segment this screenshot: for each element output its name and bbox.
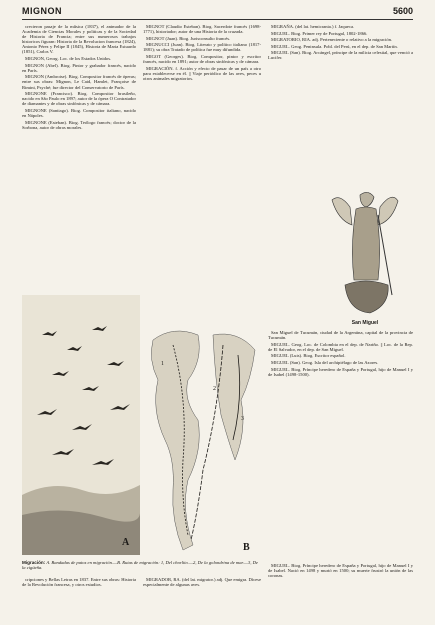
svg-text:A: A: [122, 537, 130, 548]
page-number: 5600: [392, 6, 413, 16]
column-2-bottom: [143, 577, 261, 619]
entry: MIGRACIÓN. f. Acción y efecto de pasar de un país a otro para establecerse en él. || Viaje periódico de las aves, peces u otros animales migratorios.: [143, 65, 261, 81]
saint-caption: San Miguel: [351, 320, 379, 326]
birds-illustration: [22, 295, 140, 555]
entry: San Miguel de Tucumán, ciudad de la Argentina, capital de la provincia de Tucumán.: [268, 330, 413, 341]
entry: MIGUEL. Geog. Loc. de Colombia en el dep. de Nariño. || Loc. de la Rep. de El Salvador, en el dep. de San Miguel.: [268, 341, 413, 352]
entry: MIGNONE (Esteban). Biog. Teólogo francés; doctor de la Sorbona, autor de obras morales.: [22, 119, 136, 130]
migration-map: [143, 320, 261, 557]
column-3-bottom: [268, 563, 413, 619]
entry: MIGRADOR, RA. (del lat. migrator.) adj. Que emigra. Dícese especialmente de algunas aves.: [143, 577, 261, 588]
column-1-bottom: [22, 577, 136, 619]
entry: MIGNUCCI (Juan). Biog. Literato y político italiano (1817-1881); su obra Tratado de política fue muy difundida.: [143, 42, 261, 53]
entry: cripciones y Bellas Letras en 1837. Entre sus obras: Historia de la Revolución francesa, y otros estudios.: [22, 577, 136, 588]
entry: MIGNOT (Juan). Biog. Jurisconsulto francés.: [146, 35, 231, 41]
column-3: [268, 24, 413, 184]
entry: MIGRAÑA. (del lat. hemicrania.) f. Jaqueca.: [271, 24, 355, 29]
entry: MIGUEL. Geog. Peninsula. Pobl. del Perú, en el dep. de San Martín.: [271, 43, 398, 49]
header-rule: [22, 19, 413, 20]
saint-michael-illustration: [330, 185, 400, 320]
entry: MIGNON (Ambroise). Biog. Compositor francés de óperas; entre sus obras: Mignon, Le Caid, Hamlet, Françoise de Rimini, Psyché; fue director del Conservatorio de París.: [22, 74, 136, 90]
entry: MIGUEL. Biog. Primer rey de Portugal, 1802-1866.: [271, 30, 368, 36]
header-word: MIGNON: [22, 6, 62, 16]
entry: MIGUEL (San). Biog. Arcángel, príncipe de la milicia celestial, que venció a Lucifer.: [268, 50, 413, 61]
entry: MIGUEL (Luis). Biog. Escritor español.: [271, 353, 346, 359]
entry: MIGNONE (Santiago). Biog. Compositor italiano, nacido en Nápoles.: [22, 107, 136, 118]
entry: MIGOT (Georges). Biog. Compositor, pintor y escritor francés, nacido en 1891; autor de obras sinfónicas y de cámara.: [143, 53, 261, 65]
svg-text:B: B: [243, 542, 250, 553]
figure-caption-text: A. Bandadas de patos en migración.—B. Rutas de migración: 1, Del chorlito.—2, De la golondrina de mar.—3, De la cigüeña.: [22, 560, 258, 571]
entry: MIGNON (Abel). Biog. Pintor y grabador francés, nacido en París.: [22, 62, 136, 73]
figure-caption-label: Migración:: [22, 560, 46, 565]
entry: MIGRATORIO, RIA. adj. Perteneciente o relativo a la migración.: [271, 37, 393, 43]
svg-text:1: 1: [161, 361, 164, 367]
entry: MIGNOT (Claudio Esteban). Biog. Sacerdote francés (1698-1771), historiador; autor de una Historia de la cruzada.: [143, 24, 261, 35]
svg-text:3: 3: [241, 416, 244, 422]
column-2: [143, 24, 261, 319]
column-4: [268, 330, 413, 560]
svg-text:2: 2: [213, 386, 216, 392]
figure-caption: [22, 560, 261, 570]
entry: MIGUEL. Biog. Príncipe heredero de España y Portugal, hijo de Manuel I y de Isabel (1498-1500).: [268, 366, 413, 377]
column-1: [22, 24, 136, 292]
entry: MIGNONE (Francisco). Biog. Compositor brasileño, nacido en São Paulo en 1897; autor de la ópera O Contratador de diamantes y de obras sinfónicas y de cámara.: [22, 91, 136, 107]
entry: MIGNON, Georg. Loc. de los Estados Unidos.: [25, 56, 112, 62]
entry: MIGUEL. Biog. Príncipe heredero de España y Portugal, hijo de Manuel I y de Isabel. Nació en 1498 y murió en 1500; su muerte frustró la unión de las coronas.: [268, 563, 413, 579]
page-header: [0, 6, 435, 20]
entry: MIGUEL (San). Geog. Isla del archipiélago de las Azores.: [271, 359, 379, 365]
entry: crecieron pasaje de la mûsica (1837), el animador de la Academia de Ciencias Morales y politicas y de la Sociedad de Historia de Francia; entre sus numerosos trabajos historicos figuran: Historia de la Revolucion francesa (1824), Antonio Pérez y Felipe II (1845), Historia de Maria Estuardo (1851), Carlos V.: [22, 24, 136, 55]
